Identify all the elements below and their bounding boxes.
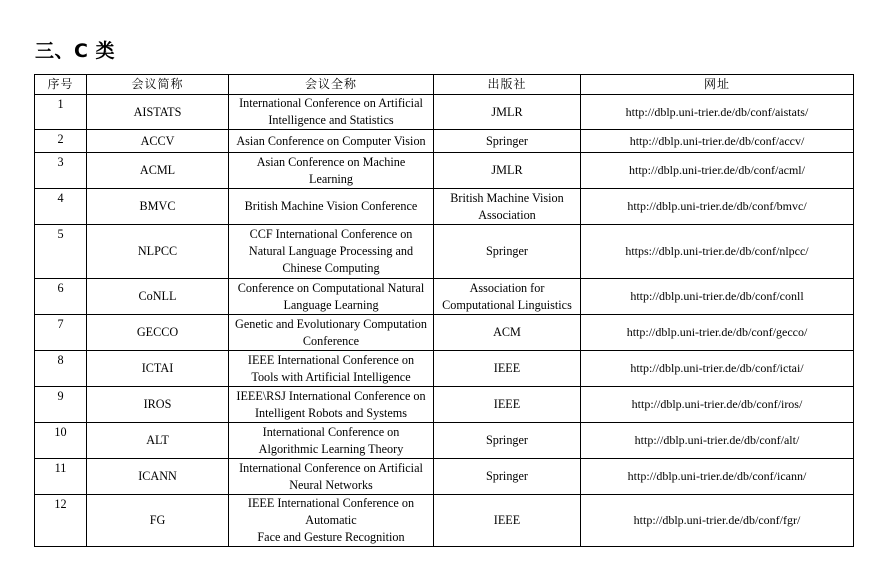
- full-name-line: Face and Gesture Recognition: [257, 530, 405, 544]
- cell-full-name: [229, 459, 434, 495]
- publisher-line: Springer: [486, 469, 528, 483]
- header-row: [35, 75, 854, 95]
- cell-url-link[interactable]: http://dblp.uni-trier.de/db/conf/bmvc/: [581, 189, 854, 225]
- cell-abbreviation: IROS: [87, 387, 229, 423]
- table-header: [35, 75, 854, 95]
- publisher-line: Springer: [486, 133, 528, 148]
- publisher-line: IEEE: [493, 397, 521, 411]
- table-row: [35, 495, 854, 547]
- cell-publisher: [434, 459, 581, 495]
- cell-publisher: [434, 225, 581, 279]
- full-name-line: International Conference on: [262, 424, 400, 439]
- cell-full-name: [229, 279, 434, 315]
- full-name-line: Learning: [309, 171, 353, 186]
- cell-url-link[interactable]: http://dblp.uni-trier.de/db/conf/ictai/: [581, 351, 854, 387]
- cell-publisher: [434, 495, 581, 547]
- table-row: [35, 189, 854, 225]
- full-name-line: International Conference on Artificial: [239, 460, 423, 475]
- table-row: [35, 130, 854, 153]
- publisher-line: British Machine Vision: [450, 190, 564, 205]
- cell-url-link[interactable]: http://dblp.uni-trier.de/db/conf/conll: [581, 279, 854, 315]
- cell-abbreviation: NLPCC: [87, 225, 229, 279]
- table-row: [35, 225, 854, 279]
- cell-url-link[interactable]: https://dblp.uni-trier.de/db/conf/nlpcc/: [581, 225, 854, 279]
- cell-abbreviation: FG: [87, 495, 229, 547]
- full-name-line: Conference on Computational Natural: [237, 280, 425, 295]
- cell-full-name: [229, 225, 434, 279]
- cell-index: 3: [35, 153, 87, 189]
- header-publisher: 出版社: [434, 75, 581, 95]
- table-body: [35, 95, 854, 547]
- cell-abbreviation: CoNLL: [87, 279, 229, 315]
- cell-full-name: [229, 130, 434, 153]
- publisher-line: JMLR: [491, 104, 523, 119]
- table-row: [35, 387, 854, 423]
- publisher-line: Springer: [486, 433, 528, 447]
- header-url: 网址: [581, 75, 854, 95]
- cell-publisher: [434, 279, 581, 315]
- cell-publisher: [434, 423, 581, 459]
- cell-abbreviation: ACML: [87, 153, 229, 189]
- table-row: [35, 423, 854, 459]
- cell-full-name: [229, 423, 434, 459]
- full-name-line: Intelligent Robots and Systems: [255, 405, 407, 420]
- cell-publisher: [434, 189, 581, 225]
- cell-full-name: [229, 495, 434, 547]
- cell-abbreviation: BMVC: [87, 189, 229, 225]
- table-row: [35, 279, 854, 315]
- full-name-line: Chinese Computing: [282, 261, 380, 275]
- cell-full-name: [229, 351, 434, 387]
- full-name-line: British Machine Vision Conference: [244, 199, 418, 213]
- cell-index: 10: [35, 423, 87, 459]
- publisher-line: Association: [478, 207, 536, 222]
- cell-url-link[interactable]: http://dblp.uni-trier.de/db/conf/fgr/: [581, 495, 854, 547]
- publisher-line: IEEE: [493, 513, 521, 527]
- cell-url-link[interactable]: http://dblp.uni-trier.de/db/conf/icann/: [581, 459, 854, 495]
- publisher-line: JMLR: [491, 163, 523, 177]
- cell-publisher: [434, 315, 581, 351]
- table-row: [35, 459, 854, 495]
- table-row: [35, 95, 854, 130]
- cell-abbreviation: ACCV: [87, 130, 229, 153]
- cell-full-name: [229, 189, 434, 225]
- cell-abbreviation: GECCO: [87, 315, 229, 351]
- header-abbreviation: 会议简称: [87, 75, 229, 95]
- table-row: [35, 315, 854, 351]
- full-name-line: IEEE International Conference on: [247, 352, 415, 367]
- table-row: [35, 351, 854, 387]
- cell-publisher: [434, 95, 581, 130]
- publisher-line: Association for: [469, 280, 545, 295]
- full-name-line: Asian Conference on Machine: [256, 154, 406, 169]
- cell-publisher: [434, 351, 581, 387]
- cell-full-name: [229, 153, 434, 189]
- cell-url-link[interactable]: http://dblp.uni-trier.de/db/conf/acml/: [581, 153, 854, 189]
- header-index: 序号: [35, 75, 87, 95]
- cell-index: 1: [35, 95, 87, 130]
- full-name-line: Natural Language Processing and: [248, 244, 414, 258]
- cell-url-link[interactable]: http://dblp.uni-trier.de/db/conf/iros/: [581, 387, 854, 423]
- publisher-line: Computational Linguistics: [442, 297, 572, 312]
- cell-abbreviation: ALT: [87, 423, 229, 459]
- full-name-line: CCF International Conference on: [249, 227, 413, 241]
- header-full-name: 会议全称: [229, 75, 434, 95]
- cell-index: 6: [35, 279, 87, 315]
- full-name-line: International Conference on Artificial: [239, 96, 423, 110]
- cell-url-link[interactable]: http://dblp.uni-trier.de/db/conf/aistats/: [581, 95, 854, 130]
- full-name-line: Asian Conference on Computer Vision: [236, 133, 426, 148]
- full-name-line: IEEE\RSJ International Conference on: [236, 388, 426, 403]
- cell-index: 9: [35, 387, 87, 423]
- publisher-line: Springer: [486, 244, 528, 258]
- publisher-line: IEEE: [493, 361, 521, 375]
- cell-abbreviation: ICANN: [87, 459, 229, 495]
- full-name-line: Tools with Artificial Intelligence: [251, 369, 411, 384]
- full-name-line: Language Learning: [283, 297, 379, 312]
- full-name-line: Algorithmic Learning Theory: [258, 441, 404, 456]
- cell-abbreviation: AISTATS: [87, 95, 229, 130]
- cell-index: 7: [35, 315, 87, 351]
- full-name-line: Conference: [302, 333, 360, 348]
- cell-full-name: [229, 387, 434, 423]
- cell-index: 8: [35, 351, 87, 387]
- publisher-line: ACM: [493, 325, 521, 339]
- cell-index: 2: [35, 130, 87, 153]
- cell-full-name: [229, 95, 434, 130]
- cell-publisher: [434, 130, 581, 153]
- cell-url-link[interactable]: http://dblp.uni-trier.de/db/conf/accv/: [581, 130, 854, 153]
- cell-url-link[interactable]: http://dblp.uni-trier.de/db/conf/alt/: [581, 423, 854, 459]
- cell-url-link[interactable]: http://dblp.uni-trier.de/db/conf/gecco/: [581, 315, 854, 351]
- cell-index: 11: [35, 459, 87, 495]
- full-name-line: Intelligence and Statistics: [268, 113, 394, 127]
- cell-index: 12: [35, 495, 87, 547]
- full-name-line: Genetic and Evolutionary Computation: [235, 316, 427, 331]
- conference-table: [34, 74, 854, 547]
- full-name-line: Automatic: [305, 513, 357, 527]
- full-name-line: Neural Networks: [289, 477, 373, 492]
- cell-index: 5: [35, 225, 87, 279]
- cell-publisher: [434, 387, 581, 423]
- cell-full-name: [229, 315, 434, 351]
- cell-publisher: [434, 153, 581, 189]
- cell-abbreviation: ICTAI: [87, 351, 229, 387]
- cell-index: 4: [35, 189, 87, 225]
- table-row: [35, 153, 854, 189]
- section-heading: 三、C 类: [35, 40, 116, 62]
- full-name-line: IEEE International Conference on: [247, 496, 415, 510]
